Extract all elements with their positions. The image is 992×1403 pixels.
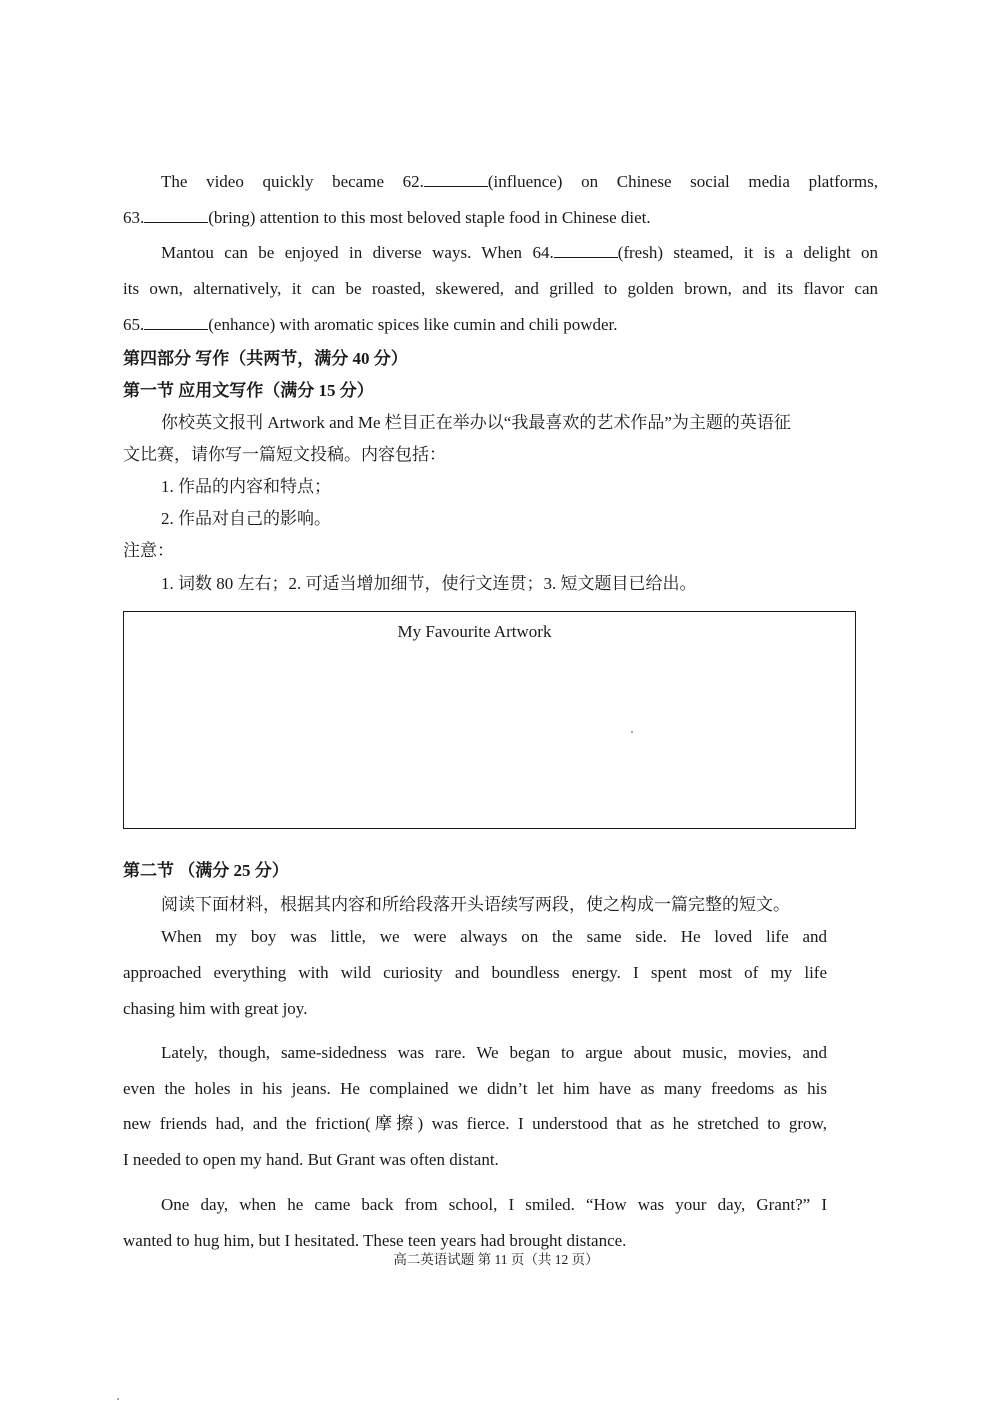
answer-blank-63[interactable] — [144, 208, 208, 223]
story-line: I needed to open my hand. But Grant was often distant. — [123, 1150, 499, 1169]
exercise-line: its own, alternatively, it can be roasted, skewered, and grilled to golden brown, and its flavor can — [123, 279, 878, 298]
answer-box[interactable] — [123, 611, 856, 829]
story-line: new friends had, and the friction(摩擦) was fierce. I understood that as he stretched to grow, — [123, 1114, 827, 1133]
story-line: Lately, though, same-sidedness was rare. We began to argue about music, movies, and — [161, 1043, 827, 1062]
story-line: even the holes in his jeans. He complained we didn’t let him have as many freedoms as his — [123, 1079, 827, 1098]
answer-blank-62[interactable] — [424, 172, 488, 187]
story-line: chasing him with great joy. — [123, 999, 308, 1018]
exercise-text: 65. — [123, 315, 145, 334]
exercise-text: (fresh) steamed, it is a delight on — [617, 243, 878, 262]
section1-heading: 第一节 应用文写作（满分 15 分） — [123, 381, 374, 400]
exercise-line — [161, 172, 878, 192]
story-line: When my boy was little, we were always on the same side. He loved life and — [161, 927, 827, 946]
section2-instruction: 阅读下面材料，根据其内容和所给段落开头语续写两段，使之构成一篇完整的短文。 — [161, 895, 790, 914]
exercise-line — [161, 243, 878, 263]
story-line: wanted to hug him, but I hesitated. These teen years had brought distance. — [123, 1231, 627, 1250]
part-heading: 第四部分 写作（共两节，满分 40 分） — [123, 349, 408, 368]
answer-blank-64[interactable] — [554, 243, 618, 258]
prompt-item: 2. 作品对自己的影响。 — [161, 509, 331, 528]
exercise-text: 63. — [123, 208, 145, 227]
story-line: One day, when he came back from school, I smiled. “How was your day, Grant?” I — [161, 1195, 827, 1214]
scan-speck — [631, 731, 633, 733]
note-label: 注意： — [123, 541, 174, 560]
exercise-text: (influence) on Chinese social media platforms, — [487, 172, 878, 191]
exercise-text: Mantou can be enjoyed in diverse ways. When 64. — [161, 243, 554, 262]
story-line: approached everything with wild curiosity and boundless energy. I spent most of my life — [123, 963, 827, 982]
answer-box-title: My Favourite Artwork — [397, 622, 552, 641]
page-footer: 高二英语试题 第 11 页（共 12 页） — [393, 1252, 599, 1267]
exercise-text: The video quickly became 62. — [161, 172, 424, 191]
answer-blank-65[interactable] — [144, 315, 208, 330]
writing-prompt: 你校英文报刊 Artwork and Me 栏目正在举办以“我最喜欢的艺术作品”为主题的英语征 — [161, 413, 791, 432]
prompt-item: 1. 作品的内容和特点； — [161, 477, 331, 496]
exercise-line — [123, 208, 878, 228]
exercise-text: (bring) attention to this most beloved staple food in Chinese diet. — [208, 208, 651, 227]
section2-heading: 第二节 （满分 25 分） — [123, 861, 289, 880]
exercise-text: (enhance) with aromatic spices like cumin and chili powder. — [208, 315, 618, 334]
writing-prompt: 文比赛，请你写一篇短文投稿。内容包括： — [123, 445, 446, 464]
note-text: 1. 词数 80 左右；2. 可适当增加细节，使行文连贯；3. 短文题目已给出。 — [161, 574, 697, 593]
exercise-line — [123, 315, 878, 335]
scan-speck — [117, 1398, 119, 1400]
